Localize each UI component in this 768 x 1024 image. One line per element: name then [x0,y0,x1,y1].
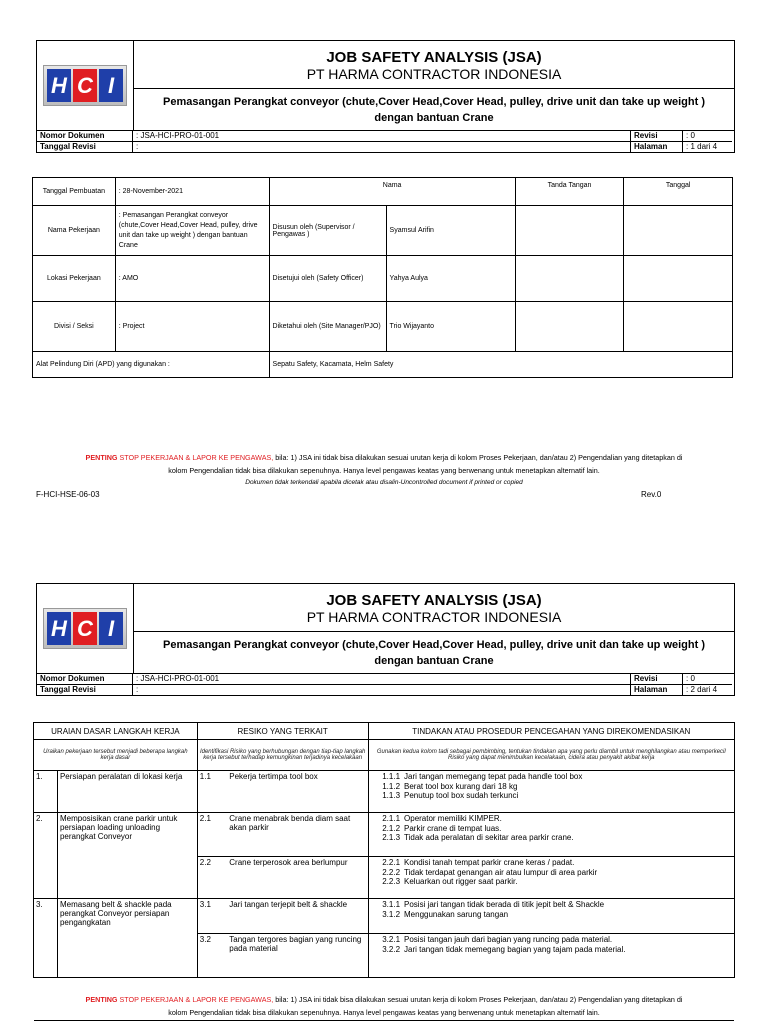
halaman-label: Halaman [631,142,683,152]
step-text [57,857,197,899]
sub-uraian: Uraikan pekerjaan tersebut menjadi beberapa langkah kerja dasar [34,740,198,771]
lokasi-label: Lokasi Pekerjaan [33,256,116,302]
revisi-label: Revisi [631,131,683,142]
header-page-1 [36,40,735,153]
revisi-label: Revisi [631,674,683,685]
doc-no-label: Nomor Dokumen [37,674,133,685]
lokasi-value: : AMO [115,256,269,302]
risk-text: Tangan tergores bagian yang runcing pada material [227,934,368,978]
apd-value: Sepatu Safety, Kacamata, Helm Safety [269,352,732,378]
subject-line-1: Pemasangan Perangkat conveyor (chute,Cover Head,Cover Head, pulley, drive unit dan take up weight ) [163,639,705,651]
control-texts: Kondisi tanah tempat parkir crane keras / padat. Tidak terdapat genangan air atau lumpur di area parkir Keluarkan out rigger saat parkir. [402,857,734,899]
diketahui-value: Trio Wijayanto [386,302,515,352]
control-numbers: 2.2.1 2.2.2 2.2.3 [368,857,402,899]
divisi-label: Divisi / Seksi [33,302,116,352]
revisi-value: : 0 [683,131,732,142]
logo-letter-i: I [99,612,123,645]
hci-logo [43,65,127,106]
disusun-ttd [515,206,624,256]
document-title: JOB SAFETY ANALYSIS (JSA) [326,592,542,609]
step-no [34,934,58,978]
logo-cell [37,584,134,673]
step-no [34,857,58,899]
risk-text: Crane menabrak benda diam saat akan parkir [227,813,368,857]
tgl-revisi-label: Tanggal Revisi [37,142,133,152]
sub-tindakan: Gunakan kedua kolom tadi sebagai pembimbing, tentukan tindakan apa yang perlu diambil untuk menghilangkan atau memperkecil Risiko yang dapat menimbulkan kecelakaan, cidera atau penyakit akibat kerja [368,740,734,771]
uncontrolled-note-page-1: Dokumen tidak terkendali apabila dicetak atau disalin-Uncontrolled document if printed or copied [245,479,523,486]
diketahui-ttd [515,302,624,352]
control-numbers: 2.1.1 2.1.2 2.1.3 [368,813,402,857]
step-text [57,934,197,978]
nama-pekerjaan-label: Nama Pekerjaan [33,206,116,256]
control-numbers: 3.2.1 3.2.2 [368,934,402,978]
risk-no: 3.2 [197,934,227,978]
revisi-value: : 0 [683,674,732,685]
control-texts: Jari tangan memegang tepat pada handle tool box Berat tool box kurang dari 18 kg Penutup tool box sudah terkunci [402,771,734,813]
nama-pekerjaan-value: : Pemasangan Perangkat conveyor (chute,Cover Head,Cover Head, pulley, drive unit dan take up weight ) dengan bantuan Crane [115,206,269,256]
logo-letter-c: C [73,612,97,645]
table-row [34,813,735,857]
disetujui-ttd [515,256,624,302]
stop-label: STOP PEKERJAAN & LAPOR KE PENGAWAS, [119,453,274,462]
disusun-value: Syamsul Arifin [386,206,515,256]
disetujui-value: Yahya Aulya [386,256,515,302]
tgl-revisi-value: : [133,685,631,695]
note-text-2: kolom Pengendalian tidak bisa dilakukan sepenuhnya. Hanya level pengawas keatas yang berwenang untuk menetapkan alternatif lain. [168,466,600,475]
logo-cell [37,41,134,130]
step-text: Persiapan peralatan di lokasi kerja [57,771,197,813]
col-uraian: URAIAN DASAR LANGKAH KERJA [34,723,198,740]
risk-no: 2.1 [197,813,227,857]
doc-no-value: : JSA-HCI-PRO-01-001 [133,131,631,142]
halaman-value: : 1 dari 4 [686,142,718,151]
tgl-revisi-value: : [133,142,631,152]
table-row [34,934,735,978]
form-code: F-HCI-HSE-06-03 [36,490,100,499]
disusun-label: Disusun oleh (Supervisor / Pengawas ) [269,206,386,256]
penting-label: PENTING [85,453,118,462]
control-texts: Operator memiliki KIMPER. Parkir crane di tempat luas. Tidak ada peralatan di sekitar area parkir crane. [402,813,734,857]
disusun-tanggal [624,206,733,256]
analysis-table [33,722,735,978]
table-row [34,771,735,813]
logo-letter-h: H [47,612,71,645]
apd-label: Alat Pelindung Diri (APD) yang digunakan : [33,352,270,378]
col-tanda-tangan: Tanda Tangan [515,178,624,206]
control-texts: Posisi tangan jauh dari bagian yang runcing pada material. Jari tangan tidak memegang bagian yang tajam pada material. [402,934,734,978]
subject-line-2: dengan bantuan Crane [374,112,494,124]
halaman-label: Halaman [631,685,683,695]
header-page-2 [36,583,735,696]
important-note-page-2 [34,993,734,1019]
diketahui-label: Diketahui oleh (Site Manager/PJO) [269,302,386,352]
subject-line-1: Pemasangan Perangkat conveyor (chute,Cover Head,Cover Head, pulley, drive unit dan take up weight ) [163,96,705,108]
doc-no-value: : JSA-HCI-PRO-01-001 [133,674,631,685]
sub-resiko: Identifikasi Risiko yang berhubungan dengan tiap-tiap langkah kerja tersebut terhadap kemungkinan terjadinya kecelakaan [197,740,368,771]
step-text: Memasang belt & shackle pada perangkat Conveyor persiapan pengangkatan [57,899,197,934]
rev-code: Rev.0 [641,490,662,499]
halaman-value: : 2 dari 4 [686,685,718,694]
table-row [34,899,735,934]
disetujui-tanggal [624,256,733,302]
footer-divider [34,1020,734,1021]
col-nama: Nama [269,178,515,206]
company-name: PT HARMA CONTRACTOR INDONESIA [134,609,734,632]
penting-label: PENTING [85,995,118,1004]
col-resiko: RESIKO YANG TERKAIT [197,723,368,740]
hci-logo [43,608,127,649]
note-text-1: bila: 1) JSA ini tidak bisa dilakukan sesuai urutan kerja di kolom Proses Pekerjaan, dan/atau 2) Pengendalian yang ditetapkan di [275,995,683,1004]
tgl-pembuatan-value: : 28-November-2021 [115,178,269,206]
risk-text: Crane terperosok area berlumpur [227,857,368,899]
control-texts: Posisi jari tangan tidak berada di titik jepit belt & Shackle Menggunakan sarung tangan [402,899,734,934]
step-no: 1. [34,771,58,813]
control-numbers: 1.1.1 1.1.2 1.1.3 [368,771,402,813]
table-row [34,857,735,899]
doc-no-label: Nomor Dokumen [37,131,133,142]
logo-letter-h: H [47,69,71,102]
risk-no: 3.1 [197,899,227,934]
step-text: Memposisikan crane parkir untuk persiapan loading unloading perangkat Conveyor [57,813,197,857]
col-tanggal: Tanggal [624,178,733,206]
info-table [32,177,733,378]
document-title: JOB SAFETY ANALYSIS (JSA) [326,49,542,66]
divisi-value: : Project [115,302,269,352]
risk-text: Pekerja tertimpa tool box [227,771,368,813]
note-text-2: kolom Pengendalian tidak bisa dilakukan sepenuhnya. Hanya level pengawas keatas yang berwenang untuk menetapkan alternatif lain. [168,1008,600,1017]
tgl-revisi-label: Tanggal Revisi [37,685,133,695]
stop-label: STOP PEKERJAAN & LAPOR KE PENGAWAS, [119,995,274,1004]
risk-no: 1.1 [197,771,227,813]
tgl-pembuatan-label: Tanggal Pembuatan [33,178,116,206]
logo-letter-c: C [73,69,97,102]
important-note-page-1 [34,451,734,477]
note-text-1: bila: 1) JSA ini tidak bisa dilakukan sesuai urutan kerja di kolom Proses Pekerjaan, dan/atau 2) Pengendalian yang ditetapkan di [275,453,683,462]
step-no: 3. [34,899,58,934]
risk-no: 2.2 [197,857,227,899]
subject-line-2: dengan bantuan Crane [374,655,494,667]
diketahui-tanggal [624,302,733,352]
control-numbers: 3.1.1 3.1.2 [368,899,402,934]
disetujui-label: Disetujui oleh (Safety Officer) [269,256,386,302]
risk-text: Jari tangan terjepit belt & shackle [227,899,368,934]
logo-letter-i: I [99,69,123,102]
step-no: 2. [34,813,58,857]
col-tindakan: TINDAKAN ATAU PROSEDUR PENCEGAHAN YANG DIREKOMENDASIKAN [368,723,734,740]
company-name: PT HARMA CONTRACTOR INDONESIA [134,66,734,89]
